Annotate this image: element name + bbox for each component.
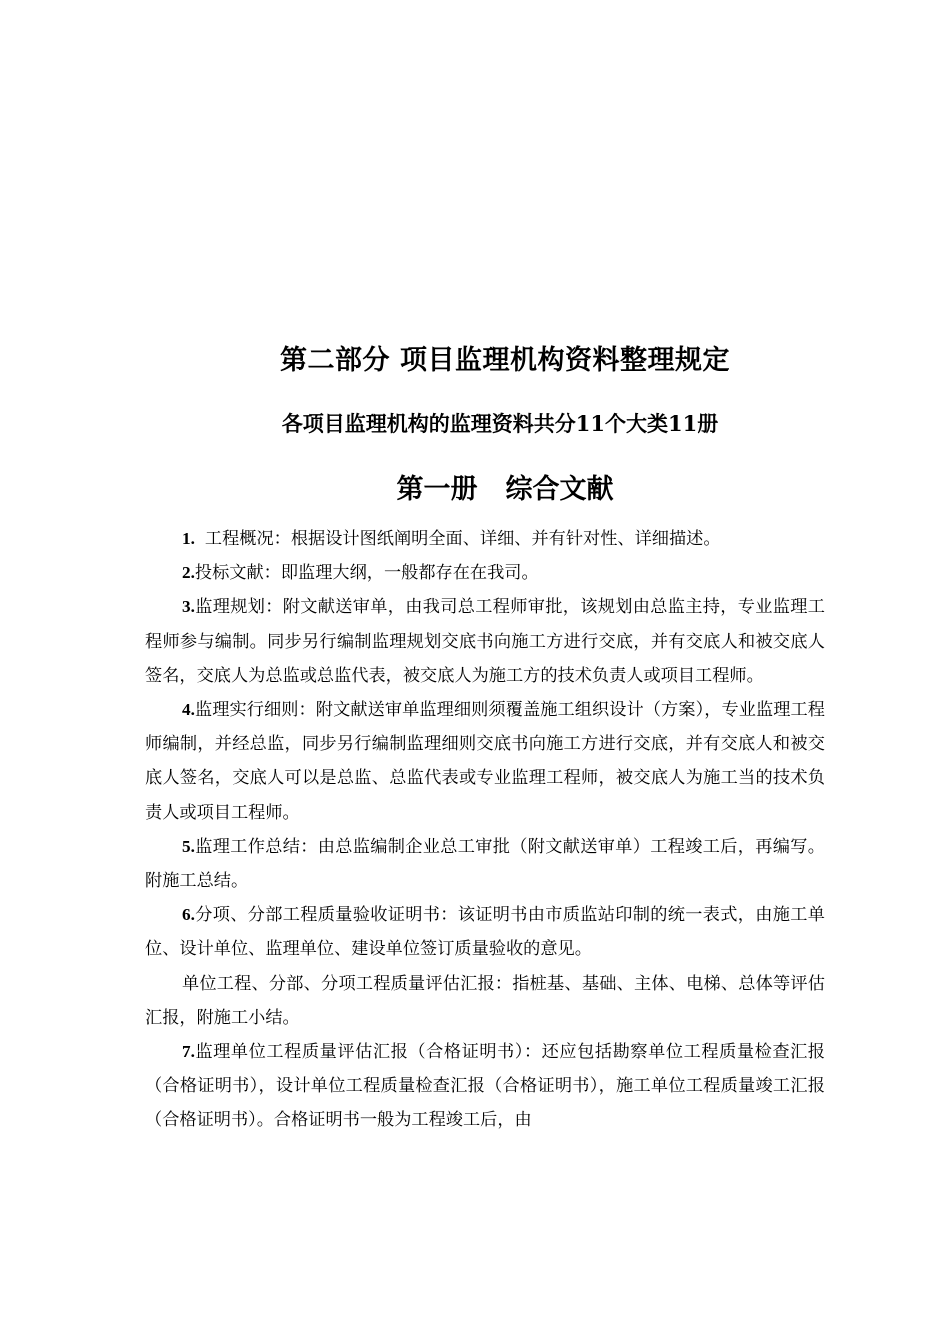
paragraph-6-continued (145, 967, 825, 1035)
document-body (145, 522, 825, 1138)
paragraph-3 (145, 590, 825, 693)
paragraph-text: 监理实行细则：附文献送审单监理细则须覆盖施工组织设计（方案），专业监理工程师编制，并经总监，同步另行编制监理细则交底书向施工方进行交底，并有交底人和被交底人签名，交底人可以是总监、总监代表或专业监理工程师，被交底人为施工当的技术负责人或项目工程师。 (145, 700, 825, 823)
item-number: 5. (182, 836, 195, 856)
volume-title (0, 467, 950, 506)
item-number: 3. (182, 597, 195, 617)
paragraph-5 (145, 830, 825, 898)
volume-number: 第一册 (396, 474, 478, 505)
paragraph-7 (145, 1035, 825, 1138)
paragraph-text: 监理规划：附文献送审单，由我司总工程师审批，该规划由总监主持，专业监理工程师参与编制。同步另行编制监理规划交底书向施工方进行交底，并有交底人和被交底人签名，交底人为总监或总监代表，被交底人为施工方的技术负责人或项目工程师。 (145, 597, 825, 686)
item-number: 2. (182, 563, 195, 583)
paragraph-4 (145, 693, 825, 830)
item-number: 7. (182, 1042, 195, 1062)
paragraph-text: 工程概况：根据设计图纸阐明全面、详细、并有针对性、详细描述。 (204, 529, 721, 549)
paragraph-text: 监理单位工程质量评估汇报（合格证明书）：还应包括勘察单位工程质量检查汇报（合格证明书），设计单位工程质量检查汇报（合格证明书），施工单位工程质量竣工汇报（合格证明书）。合格证明书一般为工程竣工后，由 (145, 1042, 825, 1131)
item-number: 4. (182, 700, 195, 720)
paragraph-text: 投标文献：即监理大纲，一般都存在在我司。 (194, 563, 539, 584)
paragraph-text: 分项、分部工程质量验收证明书：该证明书由市质监站印制的统一表式，由施工单位、设计单位、监理单位、建设单位签订质量验收的意见。 (145, 905, 825, 960)
paragraph-1 (145, 522, 825, 556)
item-number: 1. (182, 529, 195, 548)
page-title: 第二部分 项目监理机构资料整理规定 (280, 345, 730, 376)
volume-name: 综合文献 (505, 474, 614, 505)
paragraph-2 (145, 556, 825, 590)
paragraph-text: 监理工作总结：由总监编制企业总工审批（附文献送审单）工程竣工后，再编写。附施工总结。 (145, 836, 825, 892)
page-subtitle: 各项目监理机构的监理资料共分11个大类11册 (281, 411, 719, 436)
paragraph-text: 单位工程、分部、分项工程质量评估汇报：指桩基、基础、主体、电梯、总体等评估汇报，附施工小结。 (145, 973, 825, 1028)
paragraph-6 (145, 898, 825, 966)
item-number: 6. (182, 905, 195, 925)
